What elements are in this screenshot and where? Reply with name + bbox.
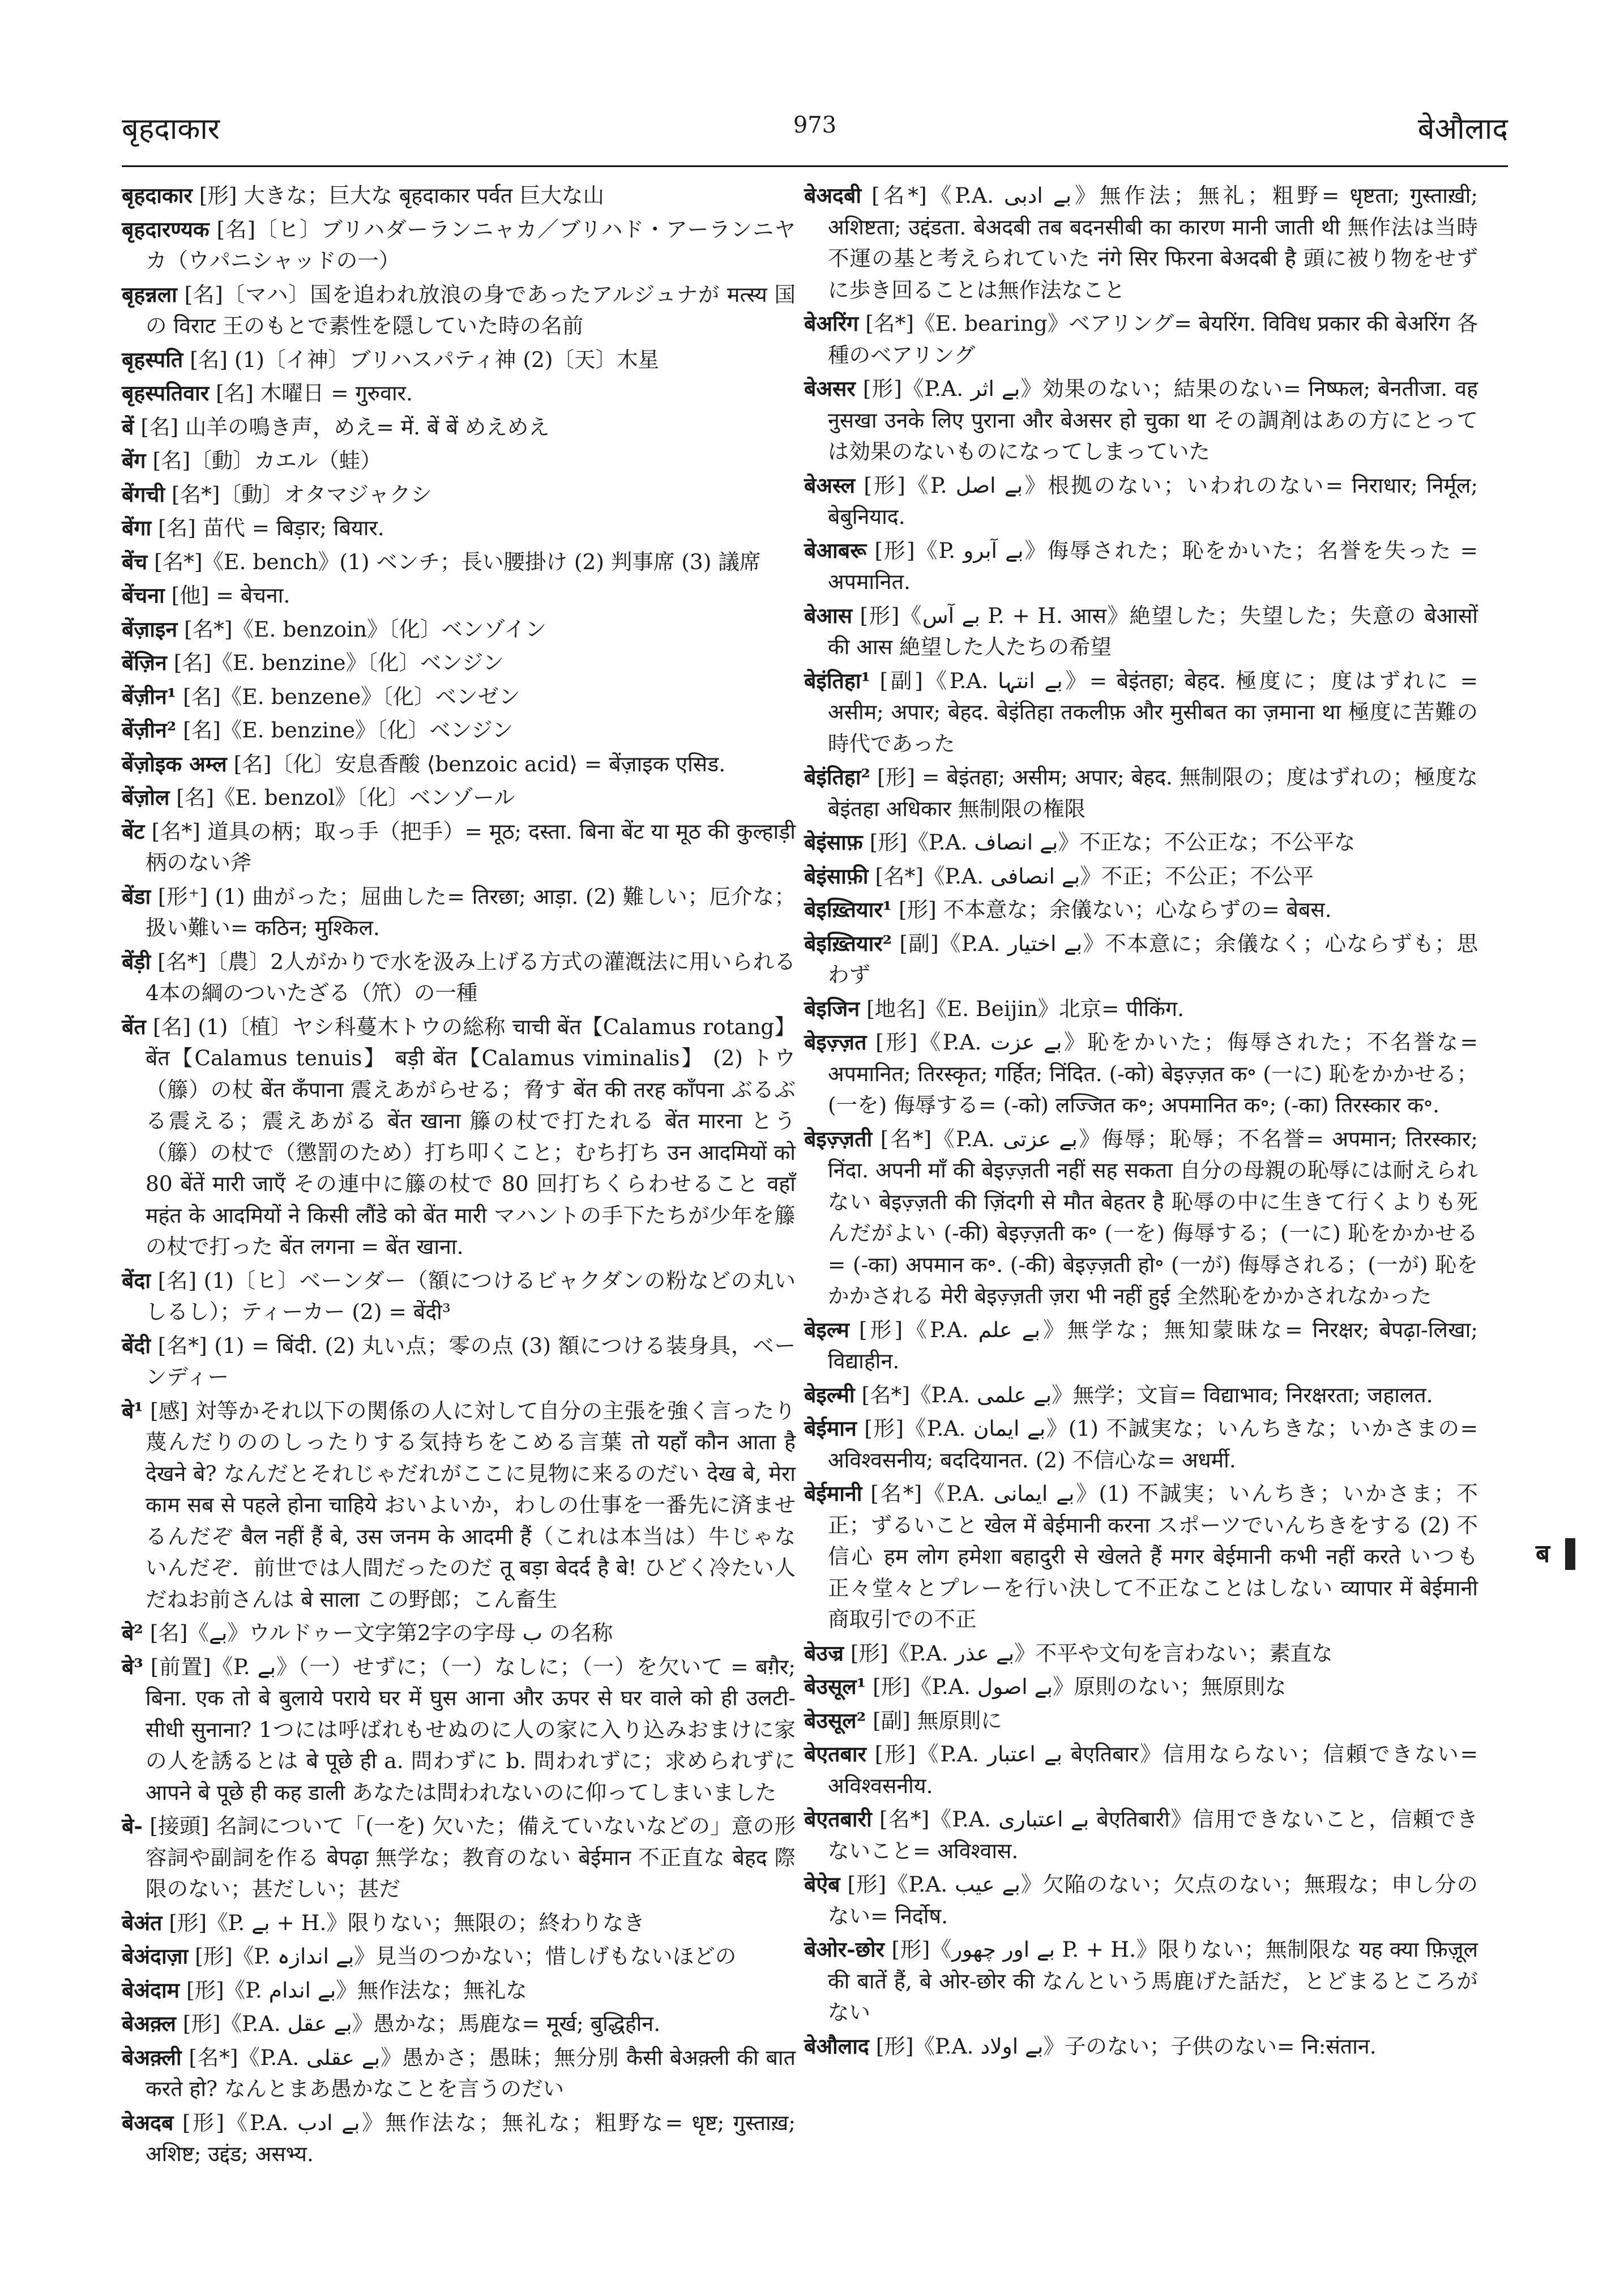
dictionary-entry bbox=[122, 881, 796, 944]
dictionary-entry bbox=[122, 1651, 796, 1809]
entry-headword: बृहदाकार bbox=[122, 183, 193, 208]
entry-definition: [名] (1)〔植〕ヤシ科蔓木トウの総称 चाची बेंत【Calamus rotang】 बेंत【Calamus tenuis】 बड़ी बेंत【Calamus viminalis】 (2) トウ（籐）の杖 बेंत कँपाना 震えあがらせる；脅す बेंत की तरह काँपना ぶるぶる震える；震えあがる बेंत खाना 籐の杖で打たれる बेंत मारना とう（籐）の杖で（懲罰のため）打ち叩くこと；むち打ち उन आदमियों को 80 बेंतें मारी जाएँ その連中に籐の杖で 80 回打ちくらわせること वहाँ महंत के आदमियों ने किसी लौंडे को बेंत मारी マハントの手下たちが少年を籐の杖で打った बेंत लगना = बेंत खाना. bbox=[146, 1014, 796, 1259]
entry-headword: बेंत bbox=[122, 1014, 146, 1039]
entry-headword: बेऐब bbox=[804, 1872, 840, 1897]
dictionary-entry bbox=[122, 1811, 796, 1905]
dictionary-entry bbox=[804, 1314, 1478, 1377]
entry-definition: [接頭] 名詞について「(一を) 欠いた；備えていないなどの」意の形容詞や副詞を作る बेपढ़ा 無学な；教育のない बेईमान 不正直な बेहद 際限のない；甚だしい；甚だ bbox=[146, 1813, 796, 1901]
entry-definition: [名*]〔農〕2人がかりで水を汲み上げる方式の灌漑法に用いられる4本の綱のついたざる（笊）の一種 bbox=[146, 949, 796, 1005]
entry-headword: बेंचना bbox=[122, 583, 165, 608]
entry-definition: [名] 木曜日 = गुरुवार. bbox=[216, 381, 413, 406]
dictionary-entry bbox=[122, 378, 796, 409]
dictionary-entry bbox=[804, 1027, 1478, 1121]
entry-definition: [名]〔化〕安息香酸 ⟨benzoic acid⟩ = बेंज़ाइक एसिड. bbox=[233, 751, 726, 776]
dictionary-entry bbox=[122, 180, 796, 212]
entry-headword: बेंडा bbox=[122, 883, 151, 909]
entry-definition: [名]〔ヒ〕ブリハダーランニャカ／ブリハド・アーランニヤカ（ウパニシャッドの一） bbox=[146, 216, 796, 273]
dictionary-entry bbox=[122, 681, 796, 713]
entry-definition: [形]《P.A. بے علم》無学な；無知蒙昧な= निरक्षर; बेपढ़ा-लिखा; विद्याहीन. bbox=[828, 1317, 1478, 1373]
entry-headword: बेंज़िन bbox=[122, 650, 167, 675]
entry-definition: [形⁺] (1) 曲がった；屈曲した= तिरछा; आड़ा. (2) 難しい；厄介な；扱い難い= कठिन; मुश्किल. bbox=[146, 883, 796, 940]
entry-headword: बेइंसाफ़ bbox=[804, 830, 863, 855]
entry-definition: [形]《P.A. بے اصول》原則のない；無原則な bbox=[873, 1674, 1287, 1699]
dictionary-entry bbox=[122, 647, 796, 679]
dictionary-entry bbox=[122, 1617, 796, 1649]
entry-definition: [形]《P.A. بے اثر》効果のない；結果のない= निष्फल; बेनतीजा. वह नुसखा उनके लिए पुराना और बेअसर हो चुका था その調剤はあの方にとっては効果のないものになってしまっていた bbox=[828, 376, 1478, 464]
dictionary-entry bbox=[122, 1265, 796, 1328]
dictionary-entry bbox=[804, 1638, 1478, 1670]
entry-definition: [形]《P.A. بے عقل》愚かな；馬鹿な= मूर्ख; बुद्धिहीन. bbox=[182, 2011, 661, 2036]
entry-definition: [名]《E. benzene》〔化〕ベンゼン bbox=[183, 684, 520, 709]
dictionary-entry bbox=[804, 2031, 1478, 2063]
entry-definition: [前置]《P. بے》（一）せずに；（一）なしに；（一）を欠いて = बग़ैर; बिना. एक तो बे बुलाये पराये घर में घुस आना और ऊपर से घर वाले को ही उलटी-सीधी सुनाना? 1つには呼ばれもせぬのに人の家に入り込みおまけに家の人を誘るとは बे पूछे ही a. 問わずに b. 問われずに；求められずに आपने बे पूछे ही कह डाली あなたは問われないのに仰ってしまいました bbox=[146, 1654, 796, 1805]
entry-headword: बेंट bbox=[122, 818, 145, 844]
dictionary-entry bbox=[804, 1934, 1478, 2029]
entry-definition: [形]《P.A. بے اعتبار बेएतिबार》信用ならない；信頼できない= अविश्वसनीय. bbox=[828, 1742, 1478, 1798]
entry-headword: बेंज़ोल bbox=[122, 785, 170, 810]
entry-definition: [形]《P. بے + H.》限りない；無限の；終わりなき bbox=[169, 1910, 645, 1935]
entry-definition: [名*]《P.A. بے ایمانی》(1) 不誠実；いんちき；いかさま；不正；ずるいこと खेल में बेईमानी करना スポーツでいんちきをする (2) 不信心 हम लोग हमेशा बहादुरी से खेलते हैं मगर बेईमानी कभी नहीं करते いつも正々堂々とプレーを行い決して不正なことはしない व्यापार में बेईमानी 商取引での不正 bbox=[828, 1481, 1478, 1632]
entry-definition: [形]《P.A. بے ایمان》(1) 不誠実な；いんちきな；いかさまの= अविश्वसनीय; बददियानत. (2) 不信心な= अधर्मी. bbox=[828, 1416, 1478, 1472]
entry-definition: [形] = बेइंतहा; असीम; अपार; बेहद. 無制限の；度はずれの；極度な बेइंतहा अधिकार 無制限の権限 bbox=[828, 765, 1478, 821]
right-column bbox=[804, 180, 1478, 2064]
entry-headword: बेऔलाद bbox=[804, 2033, 869, 2059]
dictionary-entry bbox=[804, 1124, 1478, 1312]
dictionary-entry bbox=[122, 547, 796, 578]
entry-definition: [形]《P.A. بے عیب》欠陥のない；欠点のない；無瑕な；申し分のない= निर्दोष. bbox=[828, 1872, 1478, 1928]
entry-headword: बृहस्पति bbox=[122, 347, 183, 372]
dictionary-entry bbox=[804, 1739, 1478, 1802]
thumb-index-tab bbox=[1536, 1536, 1575, 1572]
dictionary-entry bbox=[122, 214, 796, 277]
running-header bbox=[122, 108, 1508, 161]
entry-definition: [名]《بے》ウルドゥー文字第2字の字母 ب の名称 bbox=[149, 1620, 613, 1645]
entry-headword: बेंगची bbox=[122, 481, 165, 507]
left-column bbox=[122, 180, 796, 2173]
entry-definition: [名*]〔動〕オタマジャクシ bbox=[171, 481, 432, 507]
entry-headword: बेंगा bbox=[122, 515, 152, 540]
left-guide-word: बृहदाकार bbox=[122, 112, 220, 146]
entry-headword: बेअंदाज़ा bbox=[122, 1944, 189, 1969]
entry-headword: बेएतबार bbox=[804, 1742, 866, 1766]
entry-headword: बेइंतिहा² bbox=[804, 765, 870, 789]
entry-headword: बेइल्म bbox=[804, 1317, 849, 1342]
dictionary-entry bbox=[122, 513, 796, 544]
dictionary-entry bbox=[804, 762, 1478, 825]
dictionary-entry bbox=[122, 782, 796, 814]
entry-headword: बेअक़्ली bbox=[122, 2045, 182, 2070]
dictionary-entry bbox=[122, 1011, 796, 1263]
entry-headword: बें bbox=[122, 414, 134, 439]
dictionary-entry bbox=[122, 946, 796, 1009]
dictionary-entry bbox=[122, 412, 796, 443]
entry-headword: बेइंसाफ़ी bbox=[804, 863, 869, 889]
entry-definition: [名]〔マハ〕国を追われ放浪の身であったアルジュナが मत्स्य 国の विराट 王のもとで素性を隠していた時の名前 bbox=[146, 281, 796, 338]
entry-headword: बेअंत bbox=[122, 1910, 163, 1935]
entry-definition: [形]《P. بے اصل》根拠のない；いわれのない= निराधार; निर्मूल; बेबुनियाद. bbox=[828, 472, 1478, 529]
entry-headword: बेंज़ोइक अम्ल bbox=[122, 751, 227, 776]
entry-headword: बेअंदाम bbox=[122, 1977, 180, 2003]
dictionary-entry bbox=[804, 1869, 1478, 1932]
entry-headword: बेअसर bbox=[804, 376, 856, 401]
entry-definition: [名*]《E. bench》(1) ベンチ；長い腰掛け (2) 判事席 (3) 議席 bbox=[154, 549, 761, 574]
entry-definition: [名*]《P.A. بے انصافی》不正；不公正；不公平 bbox=[875, 863, 1314, 889]
dictionary-entry bbox=[122, 344, 796, 376]
entry-definition: [名*]《P.A. بے علمی》無学；文盲= विद्याभाव; निरक्षरता; जहालत. bbox=[861, 1382, 1433, 1407]
dictionary-entry bbox=[804, 535, 1478, 598]
dictionary-entry bbox=[804, 894, 1478, 926]
dictionary-entry bbox=[804, 180, 1478, 306]
dictionary-entry bbox=[122, 580, 796, 612]
entry-definition: [形] 不本意な；余儀ない；心ならずの= बेबस. bbox=[899, 897, 1332, 922]
entry-definition: [副]《P.A. بے اختیار》不本意に；余儀なく；心ならずも；思わず bbox=[828, 931, 1478, 987]
dictionary-entry bbox=[122, 1907, 796, 1939]
entry-definition: [名] (1)〔イ神〕ブリハスパティ神 (2)〔天〕木星 bbox=[190, 347, 659, 372]
entry-definition: [名*]《P.A. بے عقلی》愚かさ；愚昧；無分別 कैसी बेअक़्ली की बात करते हो? なんとまあ愚かなことを言うのだい bbox=[146, 2045, 796, 2101]
entry-definition: [名]《E. benzine》〔化〕ベンジン bbox=[183, 718, 514, 742]
dictionary-entry bbox=[122, 279, 796, 342]
entry-headword: बेउसूल² bbox=[804, 1708, 866, 1733]
dictionary-entry bbox=[804, 470, 1478, 533]
dictionary-entry bbox=[804, 1804, 1478, 1867]
entry-definition: [形]《P.A. بے اولاد》子のない；子供のない= नि:संतान. bbox=[875, 2033, 1377, 2059]
entry-headword: बेइज़्ज़त bbox=[804, 1030, 867, 1055]
entry-headword: बेआस bbox=[804, 603, 853, 628]
dictionary-entry bbox=[804, 928, 1478, 991]
entry-definition: [形]《P. بے آبرو》侮辱された；恥をかいた；名誉を失った = अपमानित. bbox=[828, 537, 1478, 594]
entry-definition: [形]《P. بے اندام》無作法な；無礼な bbox=[186, 1977, 527, 2003]
entry-definition: [副] 無原則に bbox=[873, 1708, 1002, 1733]
entry-headword: बेइजिन bbox=[804, 996, 860, 1021]
thumb-index-letter: ब bbox=[1536, 1539, 1550, 1568]
page-number: 973 bbox=[793, 112, 837, 138]
entry-definition: [形]《P.A. بے عذر》不平や文句を言わない；素直な bbox=[850, 1640, 1333, 1666]
entry-headword: बेइंतिहा¹ bbox=[804, 668, 870, 693]
entry-headword: बेओर-छोर bbox=[804, 1937, 885, 1962]
entry-definition: [形]《بے آس P. + H. आस》絶望した；失望した；失意の बेआसों की आस 絶望した人たちの希望 bbox=[828, 603, 1478, 659]
entry-headword: बेइज़्ज़ती bbox=[804, 1126, 873, 1151]
entry-definition: [名*]《E. bearing》ベアリング= बेयरिंग. विविध प्रकार की बेअरिंग 各種のベアリング bbox=[828, 311, 1478, 368]
entry-definition: [名*]《E. benzoin》〔化〕ベンゾイン bbox=[184, 616, 547, 642]
dictionary-entry bbox=[804, 1705, 1478, 1737]
entry-headword: बेआबरू bbox=[804, 537, 867, 563]
entry-headword: बेंज़ीन² bbox=[122, 718, 177, 742]
entry-headword: बे³ bbox=[122, 1654, 143, 1679]
dictionary-entry bbox=[804, 1671, 1478, 1703]
dictionary-entry bbox=[804, 1478, 1478, 1636]
entry-headword: बेंड़ी bbox=[122, 949, 151, 974]
dictionary-entry bbox=[804, 993, 1478, 1025]
entry-definition: [名] 山羊の鳴き声，めえ= में. बें बें めえめえ bbox=[140, 414, 550, 439]
header-rule bbox=[122, 165, 1508, 167]
entry-headword: बेउज्र bbox=[804, 1640, 844, 1666]
dictionary-entry bbox=[804, 665, 1478, 760]
entry-headword: बेअदब bbox=[122, 2110, 174, 2135]
entry-headword: बेइल्मी bbox=[804, 1382, 855, 1407]
dictionary-entry bbox=[122, 2008, 796, 2040]
entry-definition: [名]《E. benzol》〔化〕ベンゾール bbox=[176, 785, 515, 810]
entry-headword: बेअरिंग bbox=[804, 311, 859, 336]
entry-definition: [名]〔動〕カエル（蛙） bbox=[152, 448, 382, 473]
dictionary-entry bbox=[122, 749, 796, 780]
dictionary-entry bbox=[122, 479, 796, 511]
entry-definition: [地名]《E. Beijin》北京= पीकिंग. bbox=[866, 996, 1184, 1021]
thumb-index-bar bbox=[1565, 1538, 1575, 1570]
dictionary-entry bbox=[804, 1413, 1478, 1476]
entry-headword: बेइख़्तियार¹ bbox=[804, 897, 892, 922]
entry-headword: बेंग bbox=[122, 448, 146, 473]
entry-headword: बेएतबारी bbox=[804, 1807, 872, 1832]
right-guide-word: बेऔलाद bbox=[1417, 112, 1508, 146]
entry-definition: [名*] 道具の柄；取っ手（把手）= मूठ; दस्ता. बिना बेंट या मूठ की कुल्हाड़ी 柄のない斧 bbox=[146, 818, 796, 875]
entry-headword: बेउसूल¹ bbox=[804, 1674, 866, 1699]
entry-headword: बेअक़्ल bbox=[122, 2011, 176, 2036]
dictionary-entry bbox=[804, 861, 1478, 893]
entry-definition: [名] (1)〔ヒ〕ベーンダー（額につけるビャクダンの粉などの丸いしるし）；ティーカー (2) = बेंदी³ bbox=[146, 1267, 796, 1324]
entry-headword: बेअस्ल bbox=[804, 472, 856, 498]
dictionary-entry bbox=[804, 827, 1478, 859]
entry-headword: बे² bbox=[122, 1620, 143, 1645]
dictionary-entry bbox=[122, 1395, 796, 1616]
dictionary-entry bbox=[804, 600, 1478, 663]
dictionary-entry bbox=[122, 1941, 796, 1973]
entry-definition: [名] 苗代 = बिड़ार; बियार. bbox=[158, 515, 384, 540]
entry-headword: बृहदारण्यक bbox=[122, 216, 210, 242]
entry-definition: [名*]《P.A. بے اعتباری बेएतिबारी》信用できないこと，信頼できないこと= अविश्वास. bbox=[828, 1807, 1478, 1863]
entry-headword: बेइख़्तियार² bbox=[804, 931, 892, 956]
dictionary-entry bbox=[122, 2042, 796, 2105]
dictionary-entry bbox=[804, 1380, 1478, 1411]
entry-definition: [名*] (1) = बिंदी. (2) 丸い点；零の点 (3) 額につける装身具，ベーンディー bbox=[146, 1333, 796, 1389]
dictionary-entry bbox=[122, 2107, 796, 2170]
dictionary-entry bbox=[122, 715, 796, 746]
dictionary-entry bbox=[122, 1330, 796, 1393]
entry-definition: [副]《P.A. بے انتہا》= बेइंतहा; बेहद. 極度に；度はずれに = असीम; अपार; बेहद. बेइंतिहा तकलीफ़ और मुसीबत का ज़माना था 極度に苦難の時代であった bbox=[828, 668, 1478, 756]
entry-definition: [形] 大きな；巨大な बृहदाकार पर्वत 巨大な山 bbox=[199, 183, 604, 208]
entry-definition: [形]《P.A. بے ادب》無作法な；無礼な；粗野な= धृष्ट; गुस्ताख़; अशिष्ट; उद्दंड; असभ्य. bbox=[146, 2110, 796, 2166]
entry-headword: बेंदा bbox=[122, 1267, 151, 1293]
entry-headword: बेईमानी bbox=[804, 1481, 862, 1506]
entry-headword: बेंच bbox=[122, 549, 148, 574]
entry-definition: [名*]《P.A. بے ادبی》無作法；無礼；粗野= धृष्टता; गुस्ताख़ी; अशिष्टता; उद्दंडता. बेअदबी तब बदनसीबी का कारण मानी जाती थी 無作法は当時不運の基と考えられていた नंगे सिर फिरना बेअदबी है 頭に被り物をせずに歩き回ることは無作法なこと bbox=[828, 183, 1478, 302]
entry-headword: बे¹ bbox=[122, 1398, 143, 1423]
entry-headword: बेंदी bbox=[122, 1333, 151, 1358]
dictionary-entry bbox=[804, 308, 1478, 371]
entry-definition: [他] = बेचना. bbox=[171, 583, 290, 608]
entry-definition: [感] 対等かそれ以下の関係の人に対して自分の主張を強く言ったり蔑んだりののしったりする気持ちをこめる言葉 तो यहाँ कौन आता है देखने बे? なんだとそれじゃだれがここに見物に来るのだい देख बे, मेरा काम सब से पहले होना चाहिये おいよいか，わしの仕事を一番先に済ませるんだぞ बैल नहीं हैं बे, उस जनम के आदमी हैं（これは本当は）牛じゃないんだぞ．前世では人間だったのだ तू बड़ा बेदर्द है बे! ひどく冷たい人だねお前さんは बे साला この野郎；こん畜生 bbox=[146, 1398, 796, 1612]
entry-definition: [形]《P. بے اندازہ》見当のつかない；惜しげもないほどの bbox=[195, 1944, 737, 1969]
entry-definition: [形]《P.A. بے عزت》恥をかいた；侮辱された；不名誉な= अपमानित; तिरस्कृत; गर्हित; निंदित. (-को) बेइज़्ज़त क॰ (一に) 恥をかかせる；(一を) 侮辱する= (-को) लज्जित क॰; अपमानित क॰; (-का) तिरस्कार क॰. bbox=[828, 1030, 1478, 1117]
entry-headword: बेंज़ीन¹ bbox=[122, 684, 177, 709]
dictionary-entry bbox=[804, 373, 1478, 468]
entry-definition: [形]《P.A. بے انصاف》不正な；不公正な；不公平な bbox=[869, 830, 1356, 855]
entry-headword: बृहन्नला bbox=[122, 281, 177, 307]
entry-headword: बेंज़ाइन bbox=[122, 616, 178, 642]
dictionary-entry bbox=[122, 614, 796, 646]
entry-headword: बेअदबी bbox=[804, 183, 862, 208]
entry-definition: [名*]《P.A. بے عزتی》侮辱；恥辱；不名誉= अपमान; तिरस्कार; निंदा. अपनी माँ की बेइज़्ज़ती नहीं सह सकता 自分の母親の恥辱には耐えられない बेइज़्ज़ती की ज़िंदगी से मौत बेहतर है 恥辱の中に生きて行くよりも死んだがよい (-की) बेइज़्ज़ती क॰ (一を) 侮辱する；(一に) 恥をかかせる= (-का) अपमान क॰. (-की) बेइज़्ज़ती हो॰ (一が) 侮辱される；(一が) 恥をかかされる मेरी बेइज़्ज़ती ज़रा भी नहीं हुई 全然恥をかかされなかった bbox=[828, 1126, 1478, 1308]
entry-headword: बे- bbox=[122, 1813, 143, 1838]
entry-definition: [形]《بے اور چھور P. + H.》限りない；無制限な यह क्या फ़िज़ूल की बातें हैं, बे ओर-छोर की なんという馬鹿げた話だ，とどまるところがない bbox=[828, 1937, 1478, 2025]
entry-definition: [名]《E. benzine》〔化〕ベンジン bbox=[173, 650, 504, 675]
dictionary-entry bbox=[122, 1975, 796, 2007]
entry-headword: बृहस्पतिवार bbox=[122, 381, 210, 406]
dictionary-entry bbox=[122, 445, 796, 477]
dictionary-entry bbox=[122, 816, 796, 879]
entry-headword: बेईमान bbox=[804, 1416, 857, 1441]
